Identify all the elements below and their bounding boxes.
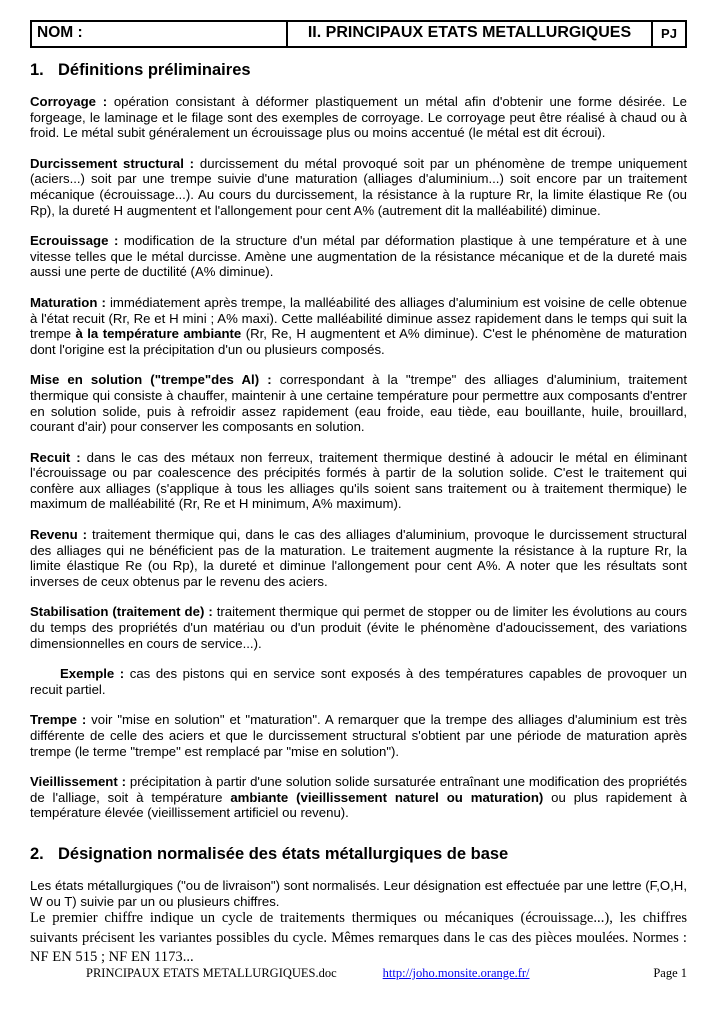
definitions-list [30, 94, 687, 821]
definition-paragraph [30, 527, 687, 589]
definition-paragraph [30, 666, 687, 697]
definition-paragraph [30, 233, 687, 280]
section-1-title: Définitions préliminaires [58, 61, 251, 79]
definition-term: à la température ambiante [75, 326, 246, 342]
definition-paragraph [30, 372, 687, 434]
definition-text: dans le cas des métaux non ferreux, traitement thermique destiné à adoucir le métal en éliminant l'écrouissage ou par coalescence des précipités formés à partir de la solution solide. C'est le traitement qui confère aux alliages (s'applique à tous les alliages qu'ils soient sans traitement ou à traitement thermique) le maximum de malléabilité (Rr, Re et H minimum, A% maximum). [30, 449, 687, 512]
definition-paragraph [30, 604, 687, 651]
section-2-title: Désignation normalisée des états métallurgiques de base [58, 844, 509, 863]
footer-filename: PRINCIPAUX ETATS METALLURGIQUES.doc [86, 966, 337, 980]
definition-term: Durcissement structural : [30, 155, 200, 171]
definition-text: précipitation à partir d'une solution solide sursaturée entraînant une modification des propriétés de l'alliage, soit à température [30, 774, 687, 805]
definition-term: Mise en solution ("trempe"des Al) : [30, 372, 280, 388]
header-table [30, 20, 687, 48]
definition-text: opération consistant à déformer plastiquement un métal afin d'obtenir une forme désirée. Le forgeage, le laminage et le filage sont des exemples de corroyage. Le corroyage peut être réalisé à chaud ou à froid. Le métal subit généralement un écrouissage plus ou moins accentué (le métal est dit écroui). [30, 94, 687, 141]
document-content [30, 20, 687, 967]
definition-paragraph [30, 94, 687, 141]
definition-term: Recuit : [30, 449, 87, 465]
definition-term: Stabilisation (traitement de) : [30, 604, 217, 620]
definition-term: Exemple : [60, 666, 130, 682]
section-1-heading [30, 61, 687, 80]
section-2-paragraph: Les états métallurgiques ("ou de livraison") sont normalisés. Leur désignation est effectuée par une lettre (F,O,H, W ou T) suivie par un ou plusieurs chiffres. [30, 877, 687, 909]
definition-text: (Rr, Re, H augmentent et A% diminue). C'est le phénomène de maturation dont l'origine est la précipitation d'un ou plusieurs composés. [30, 326, 687, 357]
definition-text: durcissement du métal provoqué soit par un phénomène de trempe uniquement (aciers...) soit par une trempe suivie d'une maturation (alliages d'aluminium...) soit encore par un traitement mécanique (écrouissage...). Au cours du durcissement, la résistance à la rupture Rr, la limite élastique Re (ou Rp), la dureté H augmentent et l'allongement pour cent A% (autrement dit la malléabilité) diminue. [30, 155, 687, 218]
nom-label: NOM : [37, 24, 83, 41]
definition-term: Maturation : [30, 294, 110, 310]
definition-paragraph [30, 774, 687, 821]
definition-paragraph [30, 450, 687, 512]
definition-term: Ecrouissage : [30, 233, 124, 249]
section-2-number: 2. [30, 844, 44, 863]
section-2-heading [30, 845, 687, 864]
pj-badge: PJ [661, 26, 677, 41]
section-2-paragraph: Le premier chiffre indique un cycle de traitements thermiques ou mécaniques (écrouissage...), les chiffres suivants précisent les variantes possibles du cycle. Mêmes remarques dans le cas des pièces moulées. Normes : NF EN 515 ; NF EN 1173... [30, 910, 687, 965]
footer-link[interactable]: http://joho.monsite.orange.fr/ [382, 966, 530, 980]
definition-paragraph [30, 295, 687, 357]
definition-term: ambiante (vieillissement naturel ou maturation) [230, 789, 552, 805]
definition-text: traitement thermique qui permet de stopper ou de limiter les évolutions au cours du temps des propriétés d'un matériau ou d'un produit (évite le phénomène d'adoucissement, des variations dimensionnelles en cours de service...). [30, 604, 687, 651]
section-2-body [30, 878, 687, 967]
definition-term: Vieillissement : [30, 774, 130, 790]
definition-paragraph [30, 156, 687, 218]
nom-field[interactable] [32, 22, 286, 46]
definition-term: Revenu : [30, 527, 92, 543]
definition-text: ou plus rapidement à température élevée (vieillissement artificiel ou revenu). [30, 789, 687, 821]
definition-text: traitement thermique qui, dans le cas des alliages d'aluminium, provoque le durcissement structural des alliages qui ne bénéficient pas de la maturation. Le traitement augmente la résistance à la rupture Rr, la limite élastique Re (ou Rp), la dureté et diminue l'allongement pour cent A%. A noter que les résultats sont inverses de ceux obtenus par le revenu des aciers. [30, 527, 687, 589]
definition-text: voir "mise en solution" et "maturation". A remarquer que la trempe des alliages d'aluminium est très différente de celle des aciers et que le durcissement structural s'obtient par une période de maturation après trempe (le terme "trempe" est remplacé par "mise en solution"). [30, 712, 687, 759]
definition-text: cas des pistons qui en service sont exposés à des températures capables de provoquer un recuit partiel. [30, 666, 687, 697]
page-footer [30, 966, 687, 981]
definition-text: modification de la structure d'un métal par déformation plastique à une température et à une vitesse telles que le métal durcisse. Amène une augmentation de la résistance mécanique et de la dureté mais aussi une perte de ductilité (A% diminue). [30, 233, 687, 280]
definition-term: Corroyage : [30, 94, 114, 109]
definition-paragraph [30, 712, 687, 759]
document-title: II. PRINCIPAUX ETATS METALLURGIQUES [286, 22, 653, 46]
definition-term: Trempe : [30, 712, 92, 728]
definition-text: immédiatement après trempe, la malléabilité des alliages d'aluminium est voisine de celle obtenue à l'état recuit (Rr, Re et H mini ; A% maxi). Cette malléabilité diminue assez rapidement dans le temps qui suit la trempe [30, 294, 687, 342]
footer-page-number: Page 1 [653, 966, 687, 980]
definition-text: correspondant à la "trempe" des alliages d'aluminium, traitement thermique qui consiste à chauffer, maintenir à une certaine température pour permettre aux composants d'entrer en solution solide, puis à refroidir assez rapidement (eau froide, eau tiède, eau bouillante, huile, brouillard, courant d'air) pour conserver les composants en solution. [30, 372, 687, 435]
section-1-number: 1. [30, 61, 44, 79]
